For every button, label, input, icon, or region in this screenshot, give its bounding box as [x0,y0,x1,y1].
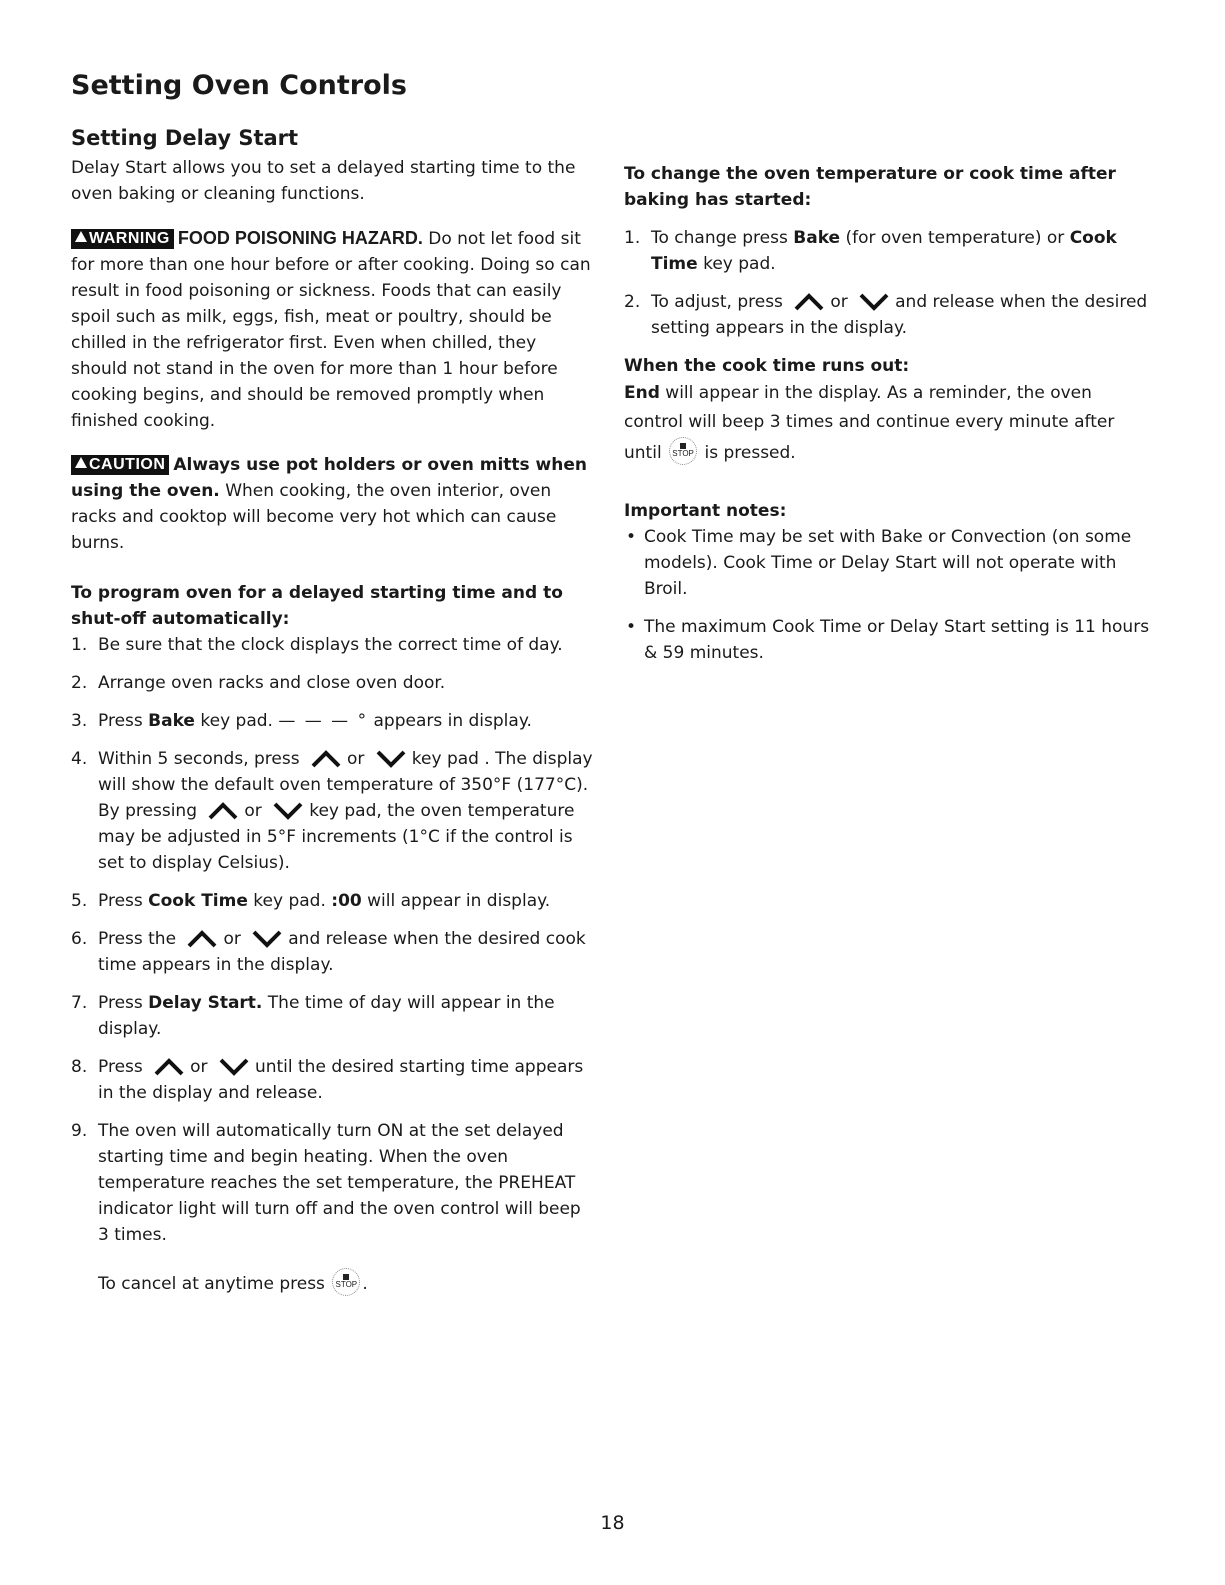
warning-badge: WARNING [71,229,174,249]
caution-badge: CAUTION [71,455,169,475]
list-item: 5. Press Cook Time key pad. :00 will appear in display. [71,891,551,911]
down-arrow-icon [252,930,282,948]
right-column [624,161,1154,678]
down-arrow-icon [376,750,406,768]
dash-display: — — — ° [278,711,369,731]
list-item: 6. Press the or and release when the desired cook time appears in the display. [71,929,586,975]
list-item: 3. Press Bake key pad. — — — ° appears in display. [71,711,532,731]
list-item: 2. Arrange oven racks and close oven door. [71,673,446,693]
cancel-instruction: To cancel at anytime press STOP . [71,1268,596,1297]
warning-triangle-icon [75,231,87,242]
down-arrow-icon [273,802,303,820]
list-item: 2. To adjust, press or and release when the desired setting appears in the display. [624,292,1148,338]
left-column [71,126,596,1297]
list-item: 1. To change press Bake (for oven temperature) or Cook Time key pad. [624,228,1117,274]
notes-list [624,524,1154,666]
caution-text: When cooking, the oven interior, oven racks and cooktop will become very hot which can cause burns. [71,481,557,553]
change-heading: To change the oven temperature or cook time after baking has started: [624,164,1116,210]
change-steps [624,225,1154,341]
section-title: Setting Delay Start [71,126,299,150]
warning-paragraph [71,225,596,434]
caution-heading: Always use pot holders or oven mitts when using the oven. [71,455,588,501]
list-item: 4. Within 5 seconds, press or key pad . The display will show the default oven temperature of 350°F (177°C). By pressing or key pad, the oven temperature may be adjusted in 5°F increments (1°C if the control is set to display Celsius). [71,749,593,873]
notes-heading: Important notes: [624,501,787,521]
caution-triangle-icon [75,457,87,468]
up-arrow-icon [794,293,824,311]
up-arrow-icon [154,1058,184,1076]
up-arrow-icon [311,750,341,768]
stop-icon: STOP [332,1268,360,1296]
program-steps [71,632,596,1248]
runout-paragraph: End will appear in the display. As a reminder, the oven control will beep 3 times and continue every minute after until STOP is pressed. [624,383,1115,463]
list-item: • Cook Time may be set with Bake or Convection (on some models). Cook Time or Delay Start will not operate with Broil. [626,527,1132,599]
down-arrow-icon [219,1058,249,1076]
up-arrow-icon [187,930,217,948]
list-item: 9. The oven will automatically turn ON at the set delayed starting time and begin heating. When the oven temperature reaches the set temperature, the PREHEAT indicator light will turn off and the oven control will beep 3 times. [71,1121,581,1245]
stop-icon: STOP [669,437,697,465]
list-item: 8. Press or until the desired starting time appears in the display and release. [71,1057,584,1103]
warning-heading: FOOD POISONING HAZARD. [177,228,423,248]
list-item: 7. Press Delay Start. The time of day will appear in the display. [71,993,555,1039]
caution-paragraph [71,452,596,556]
intro-paragraph: Delay Start allows you to set a delayed starting time to the oven baking or cleaning functions. [71,158,576,204]
page-title: Setting Oven Controls [71,70,407,101]
page-number: 18 [600,1512,625,1534]
program-heading: To program oven for a delayed starting time and to shut-off automatically: [71,583,563,629]
list-item: • The maximum Cook Time or Delay Start setting is 11 hours & 59 minutes. [626,617,1150,663]
up-arrow-icon [208,802,238,820]
runout-heading: When the cook time runs out: [624,356,910,376]
down-arrow-icon [859,293,889,311]
list-item: 1. Be sure that the clock displays the correct time of day. [71,635,563,655]
warning-text: Do not let food sit for more than one hour before or after cooking. Doing so can result in food poisoning or sickness. Foods that can easily spoil such as milk, eggs, fish, meat or poultry, should be chilled in the refrigerator first. Even when chilled, they should not stand in the oven for more than 1 hour before cooking begins, and should be removed promptly when finished cooking. [71,229,591,431]
